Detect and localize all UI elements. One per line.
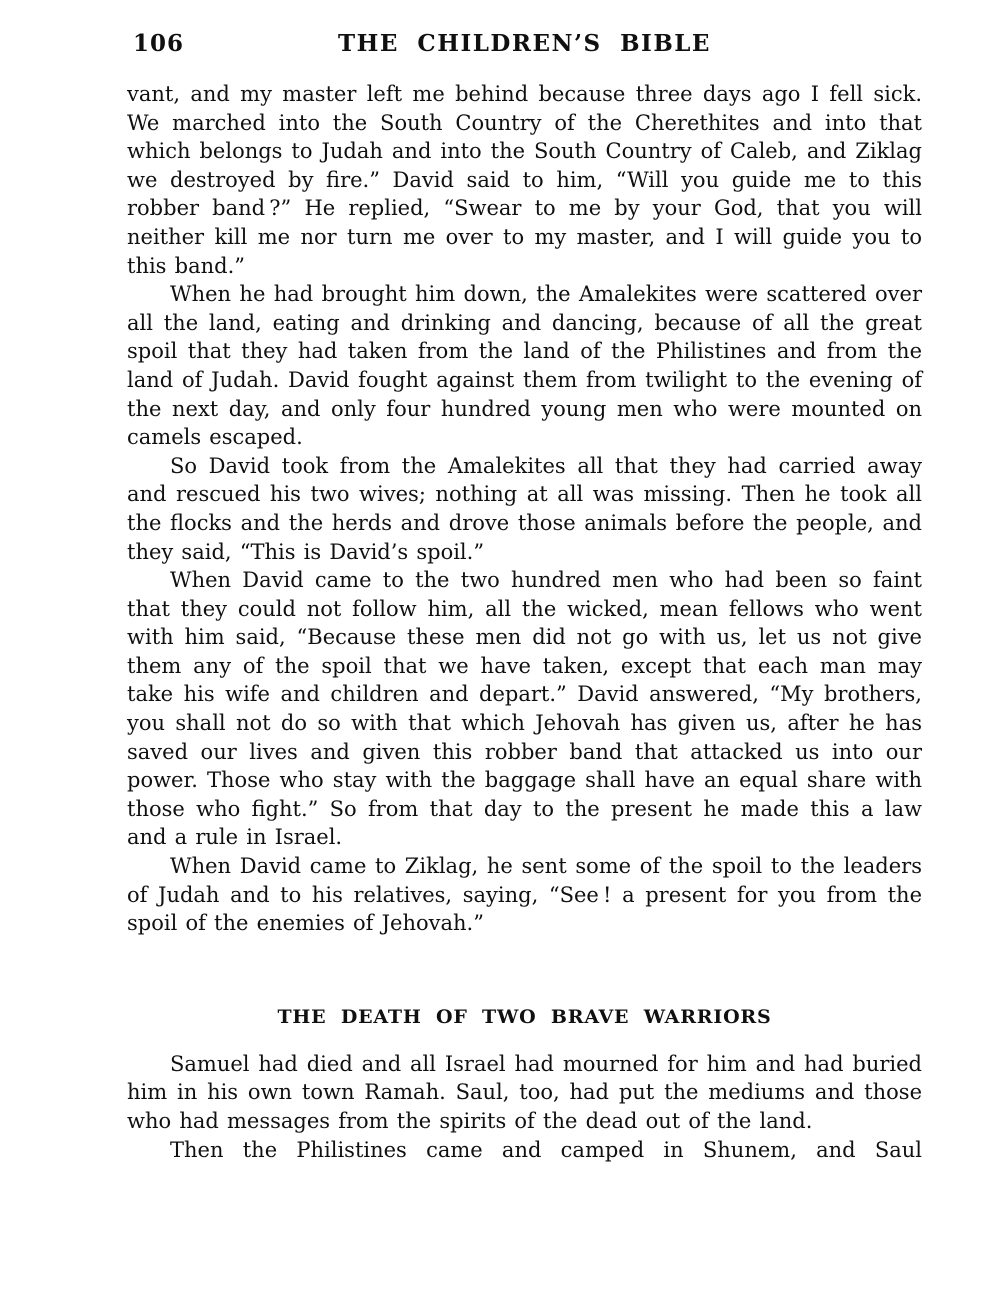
section-body xyxy=(127,1050,922,1164)
section-heading: THE DEATH OF TWO BRAVE WARRIORS xyxy=(277,1005,772,1028)
paragraph: Samuel had died and all Israel had mourned for him and had buried him in his own town Ramah. Saul, too, had put the mediums and those who had messages from the spirits of the dead out of the land. xyxy=(127,1051,922,1133)
page-number: 106 xyxy=(133,30,185,57)
paragraph: When David came to Ziklag, he sent some of the spoil to the leaders of Judah and to his relatives, saying, “See ! a present for you from the spoil of the enemies of Jehovah.” xyxy=(127,854,922,936)
story-continuation xyxy=(127,80,922,938)
running-head xyxy=(127,30,922,56)
running-title: THE CHILDREN’S BIBLE xyxy=(338,30,711,57)
paragraph: So David took from the Amalekites all that they had carried away and rescued his two wives; nothing at all was missing. Then he took all the flocks and the herds and drove those animals before the people, and they said, “This is David’s spoil.” xyxy=(127,453,922,564)
paragraph: vant, and my master left me behind because three days ago I fell sick. We marched into the South Country of the Cherethites and into that which belongs to Judah and into the South Country of Caleb, and Ziklag we destroyed by fire.” David said to him, “Will you guide me to this robber band ?” He replied, “Swear to me by your God, that you will neither kill me nor turn me over to my master, and I will guide you to this band.” xyxy=(127,82,922,278)
paragraph: Then the Philistines came and camped in Shunem, and Saul xyxy=(170,1137,922,1162)
paragraph: When he had brought him down, the Amalekites were scattered over all the land, eating and drinking and dancing, because of all the great spoil that they had taken from the land of the Philistines and from the land of Judah. David fought against them from twilight to the evening of the next day, and only four hundred young men who were mounted on camels escaped. xyxy=(127,282,922,450)
paragraph: When David came to the two hundred men who had been so faint that they could not follow him, all the wicked, mean fellows who went with him said, “Because these men did not go with us, let us not give them any of the spoil that we have taken, except that each man may take his wife and children and depart.” David answered, “My brothers, you shall not do so with that which Jehovah has given us, after he has saved our lives and given this robber band that attacked us into our power. Those who stay with the baggage shall have an equal share with those who fight.” So from that day to the present he made this a law and a rule in Israel. xyxy=(127,568,922,850)
